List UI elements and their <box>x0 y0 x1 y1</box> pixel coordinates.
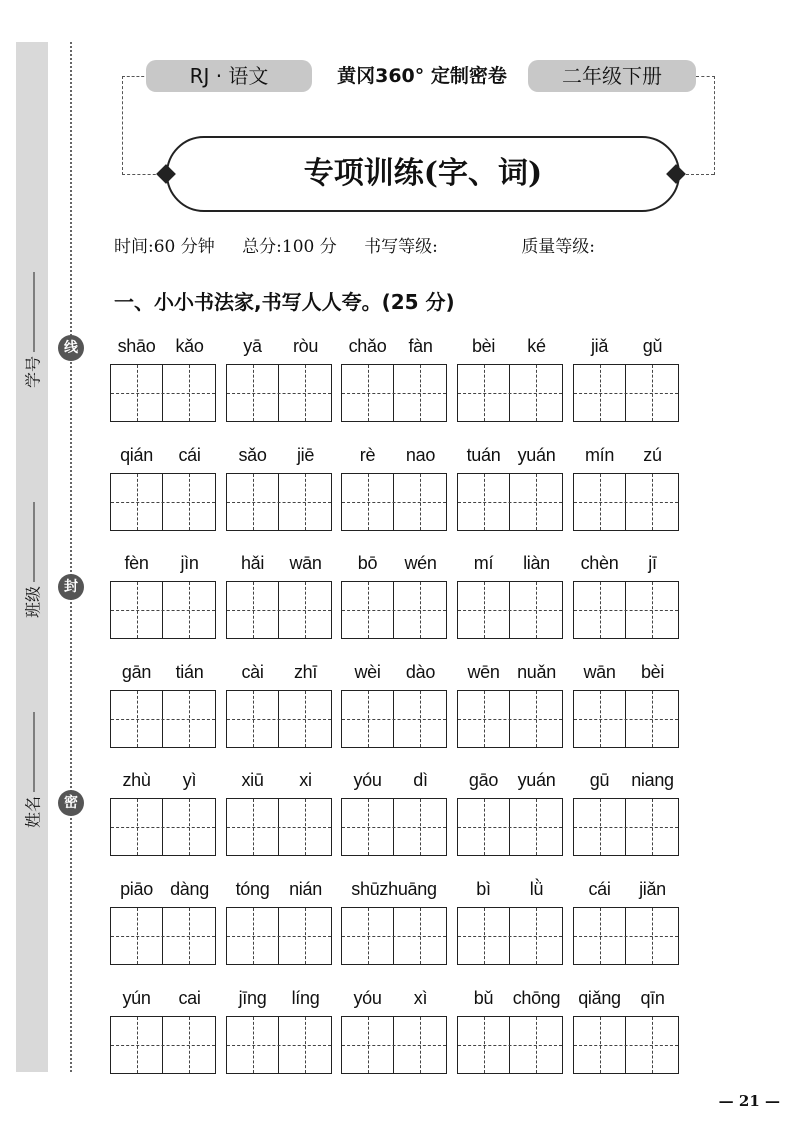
guide-line-vertical <box>652 799 653 855</box>
guide-line-vertical <box>536 1017 537 1073</box>
pinyin-label: yuán <box>517 770 556 790</box>
pinyin-label: yì <box>182 770 197 790</box>
guide-line-vertical <box>536 799 537 855</box>
guide-line-vertical <box>420 908 421 964</box>
writing-box <box>110 798 216 856</box>
writing-box <box>573 364 679 422</box>
student-id-blank[interactable] <box>34 272 35 352</box>
pinyin-label: rè <box>359 445 376 465</box>
guide-line-horizontal <box>342 936 446 937</box>
writing-box <box>226 364 332 422</box>
guide-line-horizontal <box>574 502 678 503</box>
pinyin-label: ké <box>527 336 546 356</box>
pinyin-label: mín <box>584 445 615 465</box>
pinyin-label: jiē <box>296 445 315 465</box>
guide-line-vertical <box>420 582 421 638</box>
guide-line-vertical <box>189 1017 190 1073</box>
pinyin-label: chèn <box>580 553 619 573</box>
guide-line-vertical <box>484 691 485 747</box>
guide-line-vertical <box>368 908 369 964</box>
pinyin-label: nuǎn <box>517 662 556 682</box>
guide-line-vertical <box>600 1017 601 1073</box>
guide-line-vertical <box>305 582 306 638</box>
guide-line-vertical <box>484 908 485 964</box>
guide-line-vertical <box>305 365 306 421</box>
pinyin-label: jī <box>648 553 657 573</box>
writing-box <box>457 581 563 639</box>
guide-line-vertical <box>137 908 138 964</box>
guide-line-vertical <box>368 691 369 747</box>
pinyin-label: cai <box>178 988 201 1008</box>
pinyin-label: qián <box>120 445 153 465</box>
guide-line-vertical <box>137 474 138 530</box>
pinyin-label: cái <box>588 879 611 899</box>
guide-line-vertical <box>305 908 306 964</box>
guide-line-vertical <box>420 1017 421 1073</box>
guide-line-vertical <box>536 474 537 530</box>
pinyin-label: shūzhuāng <box>351 879 437 899</box>
guide-line-vertical <box>652 582 653 638</box>
guide-line-horizontal <box>574 1045 678 1046</box>
class-blank[interactable] <box>34 502 35 582</box>
pinyin-label: gǔ <box>642 336 663 356</box>
writing-box <box>226 1016 332 1074</box>
pinyin-label: gū <box>589 770 610 790</box>
class-field <box>21 502 44 618</box>
writing-box <box>573 581 679 639</box>
guide-line-horizontal <box>111 1045 215 1046</box>
guide-line-vertical <box>484 474 485 530</box>
grade-pill: 二年级下册 <box>528 60 696 92</box>
guide-line-horizontal <box>574 719 678 720</box>
writing-box <box>226 798 332 856</box>
pinyin-label: yóu <box>353 770 382 790</box>
guide-line-vertical <box>253 908 254 964</box>
guide-line-vertical <box>137 1017 138 1073</box>
pinyin-label: wān <box>583 662 616 682</box>
pinyin-label: bì <box>476 879 491 899</box>
pinyin-label: xì <box>413 988 428 1008</box>
writing-box <box>110 690 216 748</box>
guide-line-vertical <box>600 582 601 638</box>
guide-line-horizontal <box>111 610 215 611</box>
guide-line-horizontal <box>458 827 562 828</box>
writing-box <box>226 907 332 965</box>
guide-line-vertical <box>484 799 485 855</box>
guide-line-vertical <box>536 365 537 421</box>
guide-line-vertical <box>253 799 254 855</box>
guide-line-vertical <box>420 691 421 747</box>
guide-line-horizontal <box>458 502 562 503</box>
guide-line-horizontal <box>574 610 678 611</box>
guide-line-horizontal <box>458 610 562 611</box>
pinyin-label: zú <box>643 445 662 465</box>
guide-line-vertical <box>368 582 369 638</box>
guide-line-horizontal <box>342 827 446 828</box>
writing-box <box>110 907 216 965</box>
writing-box <box>110 1016 216 1074</box>
pinyin-label: qīn <box>640 988 665 1008</box>
pinyin-label: líng <box>291 988 320 1008</box>
guide-line-vertical <box>253 365 254 421</box>
guide-line-vertical <box>189 691 190 747</box>
writing-box <box>341 907 447 965</box>
pinyin-label: cài <box>241 662 264 682</box>
pinyin-label: jīng <box>238 988 267 1008</box>
guide-line-vertical <box>305 474 306 530</box>
pinyin-label: jìn <box>180 553 199 573</box>
guide-line-vertical <box>189 799 190 855</box>
guide-line-horizontal <box>342 502 446 503</box>
student-id-label: 学号 <box>23 355 43 389</box>
guide-line-vertical <box>600 691 601 747</box>
writing-box <box>573 1016 679 1074</box>
class-label: 班级 <box>23 585 43 619</box>
cut-line <box>70 42 72 1072</box>
guide-line-horizontal <box>342 393 446 394</box>
pinyin-label: yā <box>243 336 262 356</box>
writing-box <box>457 1016 563 1074</box>
writing-box <box>573 907 679 965</box>
pinyin-label: hǎi <box>240 553 265 573</box>
pinyin-label: dì <box>413 770 428 790</box>
quality-grade: 质量等级: <box>521 237 596 257</box>
writing-box <box>226 690 332 748</box>
pinyin-label: piāo <box>120 879 153 899</box>
guide-line-horizontal <box>111 936 215 937</box>
guide-line-vertical <box>600 365 601 421</box>
page-title: 专项训练(字、词) <box>303 156 543 191</box>
writing-box <box>341 581 447 639</box>
writing-box <box>457 364 563 422</box>
pinyin-label: yóu <box>353 988 382 1008</box>
pinyin-label: nián <box>289 879 322 899</box>
guide-line-vertical <box>600 908 601 964</box>
writing-box <box>457 798 563 856</box>
guide-line-vertical <box>420 365 421 421</box>
guide-line-vertical <box>536 908 537 964</box>
guide-line-horizontal <box>227 719 331 720</box>
series-name: 黄冈360° 定制密卷 <box>337 65 507 87</box>
guide-line-vertical <box>253 691 254 747</box>
pinyin-label: kǎo <box>175 336 204 356</box>
guide-line-vertical <box>305 799 306 855</box>
guide-line-horizontal <box>458 1045 562 1046</box>
guide-line-vertical <box>652 474 653 530</box>
guide-line-vertical <box>368 799 369 855</box>
pinyin-label: lǜ <box>529 879 544 899</box>
guide-line-horizontal <box>342 719 446 720</box>
guide-line-vertical <box>368 474 369 530</box>
guide-line-horizontal <box>227 502 331 503</box>
pinyin-label: jiǎ <box>590 336 609 356</box>
pinyin-label: jiǎn <box>639 879 666 899</box>
writing-box <box>110 581 216 639</box>
guide-line-vertical <box>484 582 485 638</box>
guide-line-horizontal <box>342 1045 446 1046</box>
guide-line-horizontal <box>111 719 215 720</box>
pinyin-label: zhù <box>122 770 151 790</box>
guide-line-vertical <box>536 582 537 638</box>
pinyin-label: cái <box>178 445 201 465</box>
guide-line-vertical <box>253 1017 254 1073</box>
writing-box <box>573 473 679 531</box>
guide-line-horizontal <box>227 1045 331 1046</box>
name-label: 姓名 <box>23 795 43 829</box>
subject-pill: RJ · 语文 <box>146 60 312 92</box>
time-info: 时间:60 分钟 <box>114 237 215 257</box>
guide-line-vertical <box>137 691 138 747</box>
pinyin-label: nao <box>405 445 436 465</box>
pinyin-label: niang <box>631 770 674 790</box>
writing-box <box>341 690 447 748</box>
guide-line-vertical <box>484 1017 485 1073</box>
guide-line-vertical <box>137 799 138 855</box>
seal-seal: 封 <box>58 574 84 600</box>
writing-box <box>226 473 332 531</box>
guide-line-vertical <box>253 474 254 530</box>
pinyin-label: liàn <box>523 553 550 573</box>
writing-box <box>341 798 447 856</box>
pinyin-label: fèn <box>124 553 149 573</box>
guide-line-vertical <box>600 799 601 855</box>
header-connector-right <box>696 76 715 175</box>
pinyin-label: xi <box>299 770 312 790</box>
pinyin-label: xiū <box>241 770 264 790</box>
writing-box <box>457 473 563 531</box>
writing-box <box>226 581 332 639</box>
pinyin-label: tián <box>175 662 204 682</box>
guide-line-horizontal <box>227 610 331 611</box>
pinyin-label: gān <box>121 662 152 682</box>
title-banner <box>166 136 680 212</box>
name-blank[interactable] <box>34 712 35 792</box>
writing-box <box>341 364 447 422</box>
guide-line-vertical <box>368 1017 369 1073</box>
guide-line-vertical <box>137 365 138 421</box>
page-number: — 21 — <box>718 1092 780 1110</box>
guide-line-horizontal <box>458 719 562 720</box>
guide-line-vertical <box>652 365 653 421</box>
writing-box <box>341 473 447 531</box>
pinyin-label: wén <box>404 553 437 573</box>
guide-line-vertical <box>652 908 653 964</box>
header-connector-left <box>122 76 149 175</box>
section-heading: 一、小小书法家,书写人人夸。(25 分) <box>114 290 455 314</box>
pinyin-label: fàn <box>408 336 433 356</box>
guide-line-horizontal <box>227 827 331 828</box>
guide-line-vertical <box>189 908 190 964</box>
writing-box <box>110 473 216 531</box>
writing-box <box>110 364 216 422</box>
pinyin-label: wēn <box>467 662 500 682</box>
pinyin-label: bèi <box>640 662 665 682</box>
pinyin-label: bèi <box>471 336 496 356</box>
guide-line-horizontal <box>574 827 678 828</box>
guide-line-horizontal <box>111 502 215 503</box>
guide-line-vertical <box>420 474 421 530</box>
pinyin-label: wān <box>289 553 322 573</box>
pinyin-label: yún <box>122 988 151 1008</box>
guide-line-vertical <box>368 365 369 421</box>
seal-line: 线 <box>58 335 84 361</box>
guide-line-vertical <box>652 1017 653 1073</box>
guide-line-horizontal <box>458 936 562 937</box>
guide-line-horizontal <box>111 393 215 394</box>
guide-line-horizontal <box>227 936 331 937</box>
guide-line-horizontal <box>227 393 331 394</box>
pinyin-label: qiǎng <box>578 988 621 1008</box>
guide-line-vertical <box>305 691 306 747</box>
guide-line-vertical <box>189 365 190 421</box>
pinyin-label: zhī <box>293 662 318 682</box>
pinyin-label: mí <box>473 553 494 573</box>
exam-info <box>114 232 684 257</box>
student-id-field <box>21 272 44 388</box>
pinyin-label: yuán <box>517 445 556 465</box>
seal-secret: 密 <box>58 790 84 816</box>
writing-grade: 书写等级: <box>364 237 438 257</box>
guide-line-vertical <box>137 582 138 638</box>
pinyin-label: dào <box>405 662 436 682</box>
pinyin-label: bō <box>357 553 378 573</box>
writing-box <box>573 798 679 856</box>
pinyin-label: wèi <box>354 662 381 682</box>
guide-line-horizontal <box>111 827 215 828</box>
guide-line-vertical <box>253 582 254 638</box>
pinyin-label: shāo <box>117 336 156 356</box>
pinyin-label: chōng <box>512 988 561 1008</box>
pinyin-label: chǎo <box>348 336 387 356</box>
pinyin-label: dàng <box>170 879 209 899</box>
pinyin-label: tuán <box>466 445 501 465</box>
writing-box <box>573 690 679 748</box>
pinyin-label: sǎo <box>238 445 267 465</box>
writing-box <box>457 690 563 748</box>
guide-line-vertical <box>600 474 601 530</box>
guide-line-horizontal <box>458 393 562 394</box>
guide-line-vertical <box>189 474 190 530</box>
guide-line-vertical <box>189 582 190 638</box>
guide-line-vertical <box>652 691 653 747</box>
pinyin-label: bǔ <box>473 988 494 1008</box>
guide-line-horizontal <box>574 936 678 937</box>
guide-line-vertical <box>305 1017 306 1073</box>
writing-box <box>457 907 563 965</box>
writing-box <box>341 1016 447 1074</box>
pinyin-label: gāo <box>468 770 499 790</box>
guide-line-horizontal <box>342 610 446 611</box>
total-score: 总分:100 分 <box>242 237 337 257</box>
guide-line-horizontal <box>574 393 678 394</box>
guide-line-vertical <box>484 365 485 421</box>
guide-line-vertical <box>420 799 421 855</box>
pinyin-label: tóng <box>235 879 270 899</box>
name-field <box>21 712 44 828</box>
pinyin-label: ròu <box>292 336 319 356</box>
guide-line-vertical <box>536 691 537 747</box>
